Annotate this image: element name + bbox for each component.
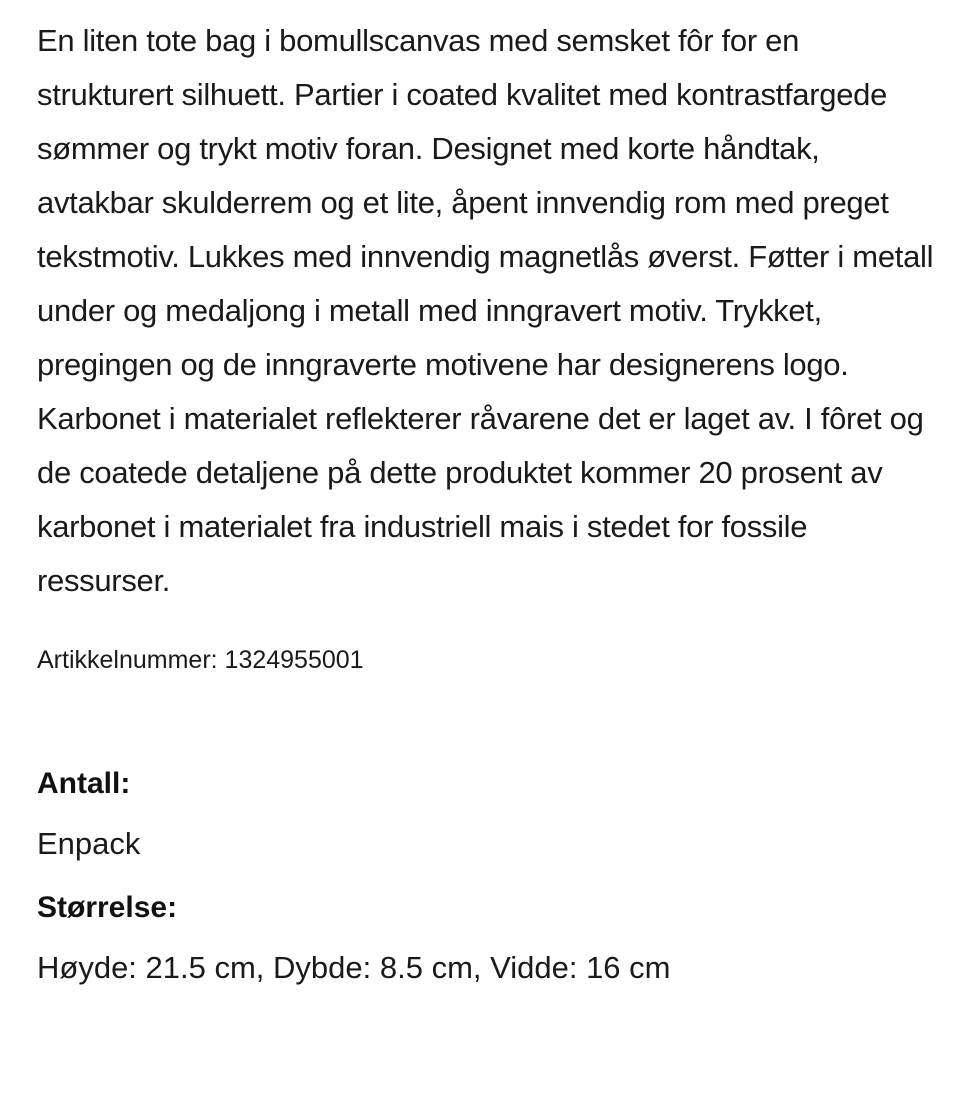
product-details [37, 14, 937, 988]
article-number: Artikkelnummer: 1324955001 [37, 646, 364, 674]
size-value: Høyde: 21.5 cm, Dybde: 8.5 cm, Vidde: 16 cm [37, 950, 671, 985]
spec-size [37, 888, 937, 988]
product-description: En liten tote bag i bomullscanvas med semsket fôr for en strukturert silhuett. Partier i coated kvalitet med kontrastfargede sømmer og trykt motiv foran. Designet med korte håndtak, avtakbar skulderrem og et lite, åpent innvendig rom med preget tekstmotiv. Lukkes med innvendig magnetlås øverst. Føtter i metall under og medaljong i metall med inngravert motiv. Trykket, pregingen og de inngraverte motivene har designerens logo. Karbonet i materialet reflekterer råvarene det er laget av. I fôret og de coatede detaljene på dette produktet kommer 20 prosent av karbonet i materialet fra industriell mais i stedet for fossile ressurser. [37, 23, 934, 598]
quantity-label: Antall: [37, 767, 131, 800]
quantity-value: Enpack [37, 826, 141, 861]
spec-quantity [37, 764, 937, 864]
size-label: Størrelse: [37, 891, 178, 924]
